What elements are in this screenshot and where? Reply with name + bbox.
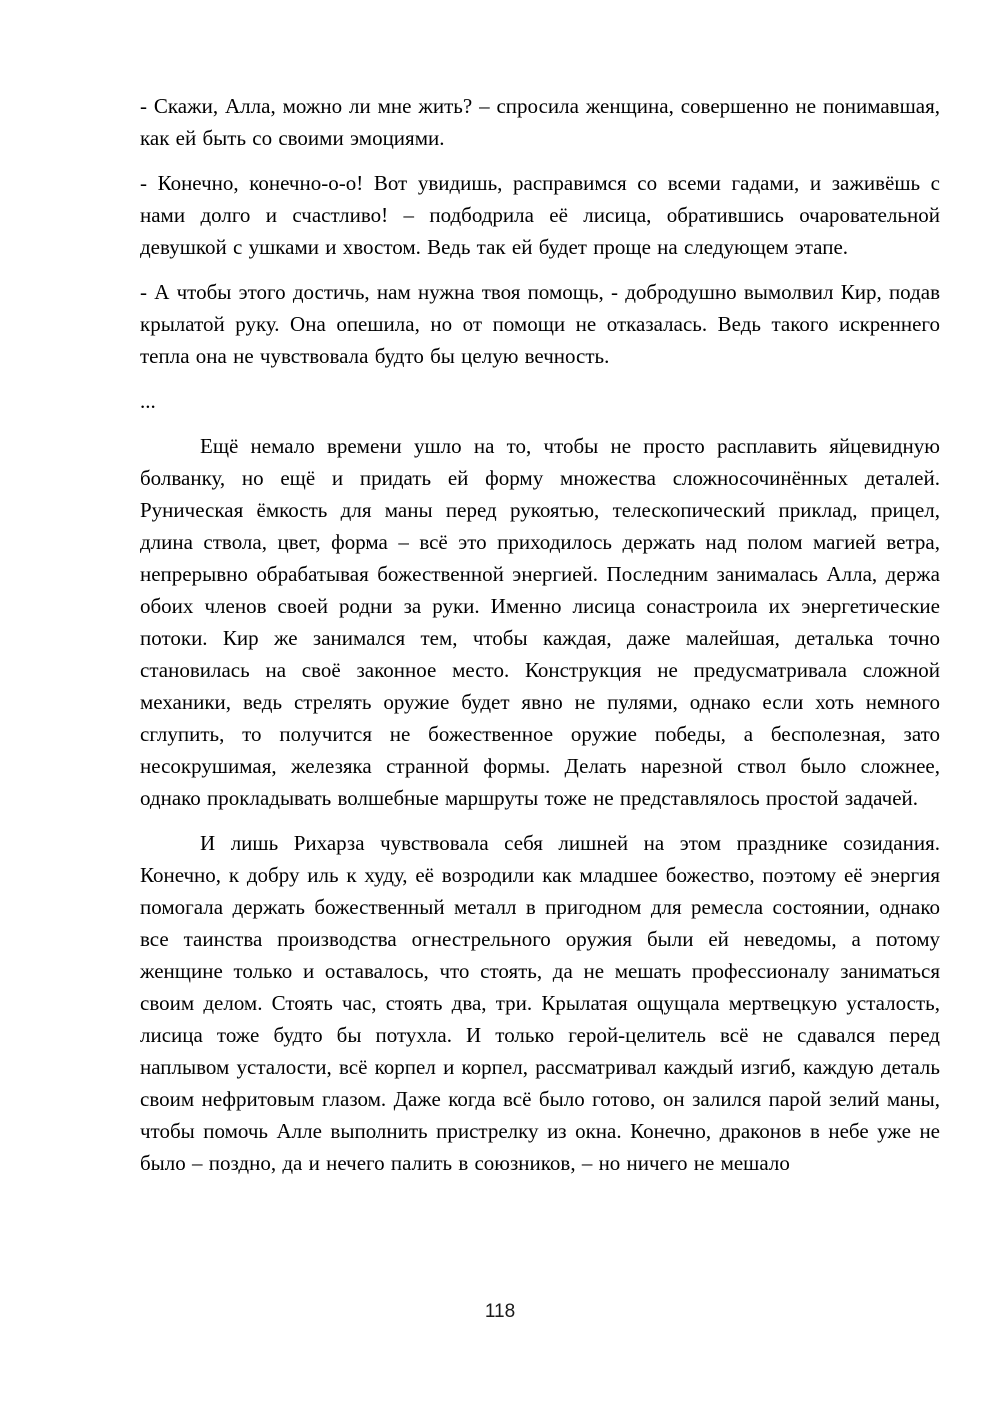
page-number: 118 (484, 1301, 516, 1322)
paragraph: ... (140, 389, 156, 413)
paragraph: - Конечно, конечно-о-о! Вот увидишь, расправимся со всеми гадами, и заживёшь с нами долго и счастливо! – подбодрила её лисица, обратившись очаровательной девушкой с ушками и хвостом. Ведь так ей будет проще на следующем этапе. (140, 171, 940, 259)
paragraph: И лишь Рихарза чувствовала себя лишней на этом празднике созидания. Конечно, к добру иль к худу, её возродили как младшее божество, поэтому её энергия помогала держать божественный металл в пригодном для ремесла состоянии, однако все таинства производства огнестрельного оружия были ей неведомы, а потому женщине только и оставалось, что стоять, да не мешать профессионалу заниматься своим делом. Стоять час, стоять два, три. Крылатая ощущала мертвецкую усталость, лисица тоже будто бы потухла. И только герой-целитель всё не сдавался перед наплывом усталости, всё корпел и корпел, рассматривал каждый изгиб, каждую деталь своим нефритовым глазом. Даже когда всё было готово, он залился парой зелий маны, чтобы помочь Алле выполнить пристрелку из окна. Конечно, драконов в небе уже не было – поздно, да и нечего палить в союзников, – но ничего не мешало (140, 831, 940, 1175)
paragraph: - Скажи, Алла, можно ли мне жить? – спросила женщина, совершенно не понимавшая, как ей быть со своими эмоциями. (140, 94, 940, 150)
paragraph: - А чтобы этого достичь, нам нужна твоя помощь, - добродушно вымолвил Кир, подав крылатой руку. Она опешила, но от помощи не отказалась. Ведь такого искреннего тепла она не чувствовала будто бы целую вечность. (140, 280, 940, 368)
page-text-body (140, 90, 940, 1192)
paragraph: Ещё немало времени ушло на то, чтобы не просто расплавить яйцевидную болванку, но ещё и придать ей форму множества сложносочинённых деталей. Руническая ёмкость для маны перед рукоятью, телескопический приклад, прицел, длина ствола, цвет, форма – всё это приходилось держать над полом магией ветра, непрерывно обрабатывая божественной энергией. Последним занималась Алла, держа обоих членов своей родни за руки. Именно лисица сонастроила их энергетические потоки. Кир же занимался тем, чтобы каждая, даже малейшая, деталька точно становилась на своё законное место. Конструкция не предусматривала сложной механики, ведь стрелять оружие будет явно не пулями, однако если хоть немного сглупить, то получится не божественное оружие победы, а бесполезная, зато несокрушимая, железяка странной формы. Делать нарезной ствол было сложнее, однако прокладывать волшебные маршруты тоже не представлялось простой задачей. (140, 434, 940, 810)
